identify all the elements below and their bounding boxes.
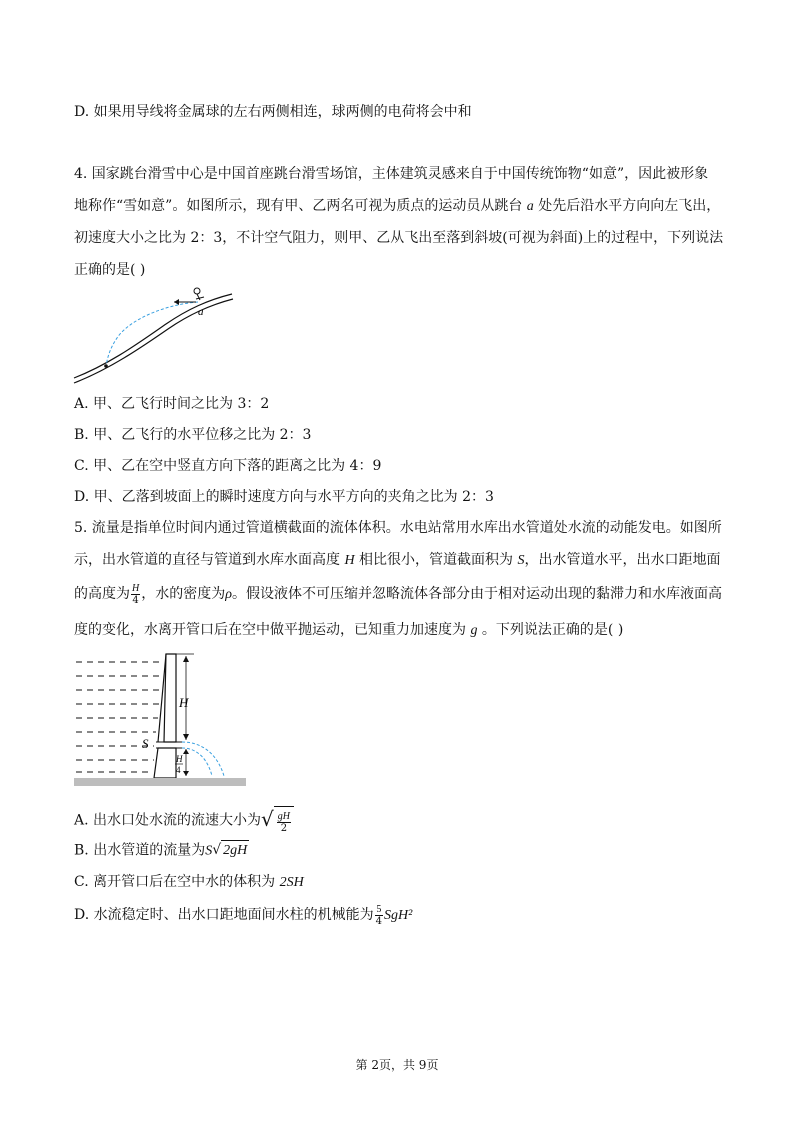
q4-option-d: D. 甲、乙落到坡面上的瞬时速度方向与水平方向的夹角之比为 2：3 [74,489,494,505]
q5-option-b-text: B. 出水管道的流量为 [74,842,206,859]
q5-fraction-h-over-4: $\frac{H}{4}$ [132,582,140,606]
q4-option-a: A. 甲、乙飞行时间之比为 3：2 [74,396,270,412]
q5-text: ，水的密度为 [141,586,226,602]
q5-option-a-sqrt: √ $\frac{gH}{2}$ [261,804,294,837]
q4-text: 处先后沿水平方向向左飞出， [538,198,721,214]
q5-option-b-s: S [205,843,213,859]
q5-option-a-text: A. 出水口处水流的流速大小为 [74,812,262,829]
q5-option-b [74,840,249,862]
q4-stem-line1: 4. 国家跳台滑雪中心是中国首座跳台滑雪场馆，主体建筑灵感来自于中国传统饰物“如意”，因此被形象 [74,166,709,182]
q5-var-s: S [517,553,525,568]
q5-option-d-text: D. 水流稳定时、出水口距地面间水柱的机械能为 [74,907,374,923]
q5-option-b-sqrt: √ 2gH [212,840,249,861]
q5-figure-label-s: S [142,736,149,751]
q5-option-d-expr: SgH² [384,908,413,923]
q5-text: 的高度为 [74,586,130,602]
q5-option-d-fraction: $\frac{5}{4}$ [375,903,382,927]
q4-ski-jump-figure [70,282,240,388]
q5-stem-line4 [74,620,623,641]
q5-var-rho: ρ [225,587,232,602]
q5-figure-label-quarter-num: H [176,754,183,764]
q4-stem-line2 [74,196,720,217]
q5-var-g: g [470,623,478,638]
q5-var-h: H [344,553,355,568]
q5-option-c-text: C. 离开管口后在空中水的体积为 [74,874,276,890]
q5-text: 示，出水管道的直径与管道到水库水面高度 [74,552,340,568]
q5-stem-line2 [74,550,720,571]
q4-figure-label-a: a [198,306,204,318]
page-footer: 第 2页，共 9页 [355,1058,439,1072]
q5-figure-label-h: H [179,695,189,710]
q4-var-a: a [526,199,534,214]
q3-option-d: D. 如果用导线将金属球的左右两侧相连，球两侧的电荷将会中和 [74,104,472,120]
q5-stem-line3 [74,581,722,608]
q5-text: 。下列说法正确的是( ) [481,622,624,638]
q4-option-c: C. 甲、乙在空中竖直方向下落的距离之比为 4：9 [74,458,382,474]
q5-text: 。假设液体不可压缩并忽略流体各部分由于相对运动出现的黏滞力和水库液面高 [231,586,722,602]
q5-figure-label-quarter-den: 4 [176,765,181,775]
q5-option-c [74,872,304,893]
q4-stem-line3: 初速度大小之比为 2：3，不计空气阻力，则甲、乙从飞出至落到斜坡(可视为斜面)上的过程中，下列说法 [74,230,724,246]
q5-stem-line1: 5. 流量是指单位时间内通过管道横截面的流体体积。水电站常用水库出水管道处水流的动能发电。如图所 [74,520,722,536]
q5-option-a [74,804,294,837]
q5-text: ，出水管道水平，出水口距地面 [524,552,721,568]
q4-option-b: B. 甲、乙飞行的水平位移之比为 2：3 [74,427,312,443]
q5-text: 度的变化，水离开管口后在空中做平抛运动，已知重力加速度为 [74,622,466,638]
q4-text: 地称作“雪如意”。如图所示，现有甲、乙两名可视为质点的运动员从跳台 [74,198,523,214]
q5-option-c-value: 2SH [279,875,304,890]
q5-reservoir-figure [70,648,250,790]
q5-option-d [74,901,412,930]
q5-text: 相比很小，管道截面积为 [359,552,514,568]
q4-stem-line4: 正确的是( ) [74,262,146,278]
